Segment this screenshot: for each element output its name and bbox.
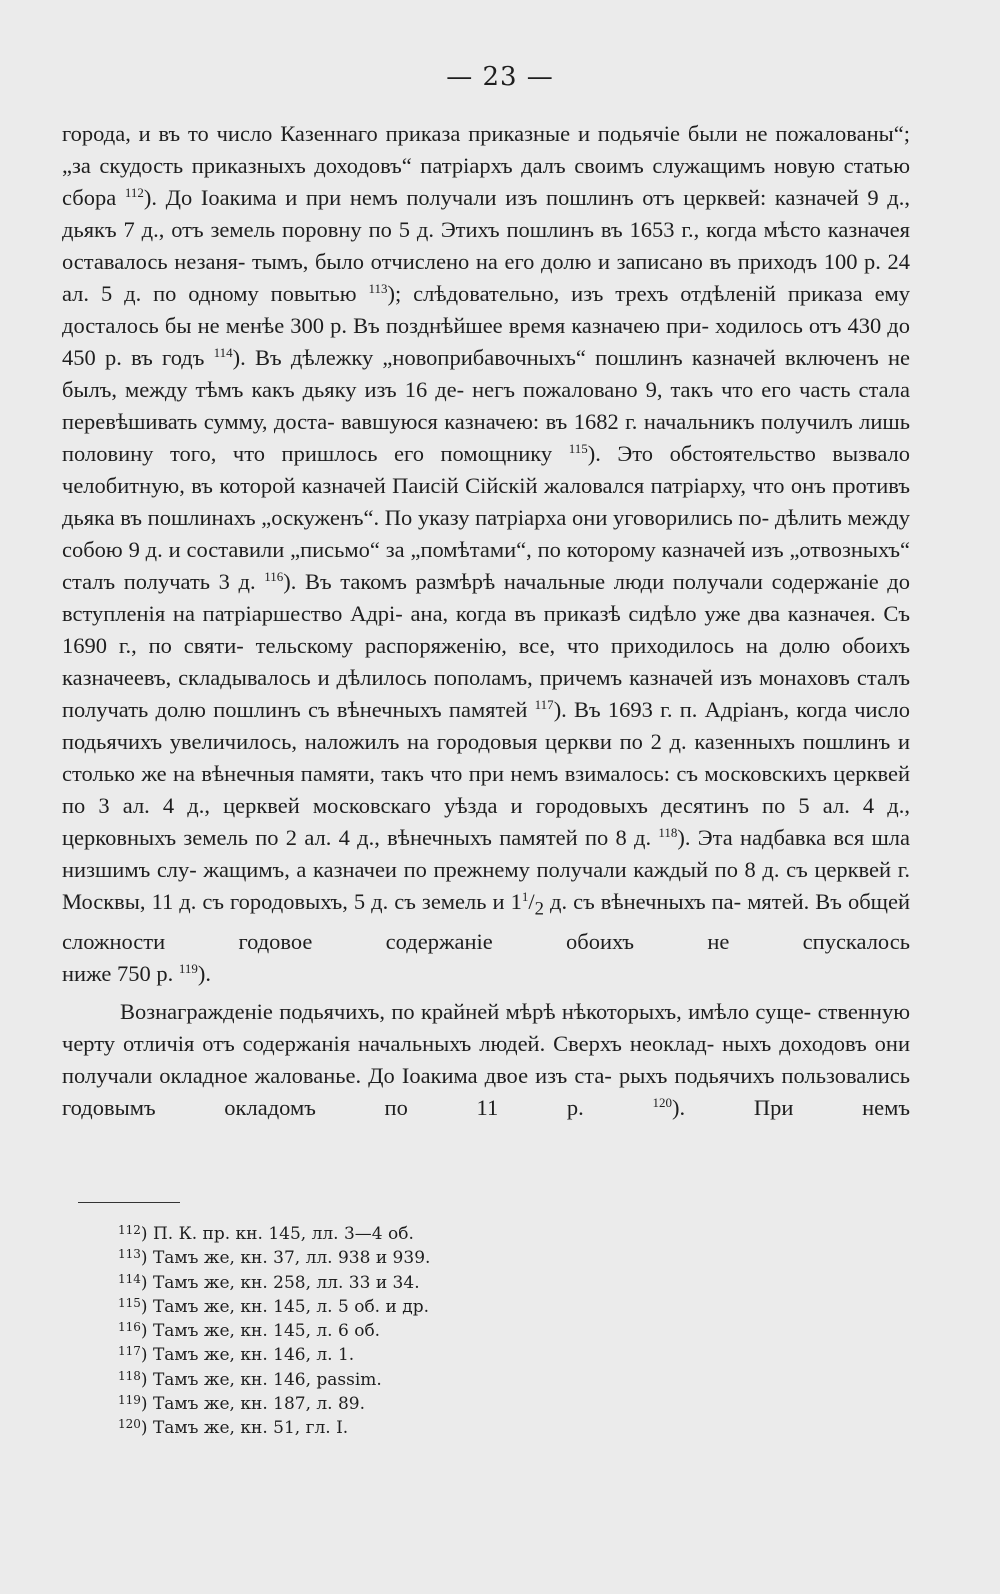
footnote: $^{112}$) П. К. пр. кн. 145, лл. 3—4 об. <box>118 1223 414 1244</box>
footnote: $^{114}$) Тамъ же, кн. 258, лл. 33 и 34. <box>118 1271 420 1293</box>
footnote-ref: 116 <box>264 569 284 584</box>
footnote-ref: 114 <box>213 345 233 360</box>
footnote: $^{115}$) Тамъ же, кн. 145, л. 5 об. и др. <box>118 1295 429 1317</box>
paragraph: города, и въ то число Казеннаго приказа приказные и подьячіе были не пожалованы“; „за скудость приказныхъ доходовъ“ патріархъ далъ своимъ служащимъ новую статью сбора $^{112}$). До Іоакима и при немъ получали изъ пошлинъ отъ церквей: казначей 9 д., дьякъ 7 д., отъ земель поровну по 5 д. Этихъ пошлинъ въ 1653 г., когда мѣсто казначея оставалось незаня- тымъ, было отчислено на его долю и записано въ приходъ 100 р. 24 ал. 5 д. по одному повытью $^{113}$); слѣдовательно, изъ трехъ отдѣленій приказа ему досталось бы не менѣе 300 р. Въ позднѣйшее время казначею при- ходилось отъ 430 до 450 р. въ годъ $^{114}$). Въ дѣлежку „новоприбавочныхъ“ пошлинъ казначей включенъ не былъ, между тѣмъ какъ дьяку изъ 16 де- негъ пожаловано 9, такъ что его часть стала перевѣшивать сумму, доста- вавшуюся казначею: въ 1682 г. начальникъ получилъ лишь половину того, что пришлось его помощнику $^{115}$). Это обстоятельство вызвало челобитную, въ которой казначей Паисій Сійскій жаловался патріарху, что онъ противъ дьяка въ пошлинахъ „оскуженъ“. По указу патріарха они уговорились по- дѣлить между собою 9 д. и составили „письмо“ за „помѣтами“, по которому казначей изъ „отвозныхъ“ сталъ получать 3 д. $^{116}$). Въ такомъ размѣрѣ начальные люди получали содержаніе до вступленія на патріаршество Адрі- ана, когда въ приказѣ сидѣло уже два казначея. Съ 1690 г., по святи- тельскому распоряженію, все, что приходилось на долю обоихъ казначеевъ, складывалось и дѣлилось пополамъ, причемъ казначей изъ монаховъ сталъ получать долю пошлинъ съ вѣнечныхъ памятей $^{117}$). Въ 1693 г. п. Адріанъ, когда число подьячихъ увеличилось, наложилъ на городовыя церкви по 2 д. казенныхъ пошлинъ и столько же на вѣнечныя памяти, такъ что при немъ взималось: съ московскихъ церквей по 3 ал. 4 д., церквей московскаго уѣзда и городовыхъ десятинъ по 5 ал. 4 д., церковныхъ земель по 2 ал. 4 д., вѣнечныхъ памятей по 8 д. $^{118}$). Эта надбавка вся шла низшимъ слу- жащимъ, а казначеи по прежнему получали каждый по 8 д. съ церквей г. Москвы, 11 д. съ городовыхъ, 5 д. съ земель и $1^1/_2$ д. съ вѣнечныхъ па- мятей. Въ общей сложности годовое содержаніе обоихъ не спускалось <box>62 121 911 954</box>
footnote-ref: 120 <box>652 1094 673 1110</box>
main-text <box>62 118 910 1124</box>
paragraph: ниже 750 р. $^{119}$). <box>62 960 211 986</box>
footnote-ref: 119 <box>178 960 198 976</box>
footnote: $^{119}$) Тамъ же, кн. 187, л. 89. <box>118 1393 366 1415</box>
footnote: $^{118}$) Тамъ же, кн. 146, passim. <box>118 1368 382 1390</box>
footnotes <box>118 1222 430 1441</box>
footnote-ref: 113 <box>368 281 388 296</box>
footnote: $^{116}$) Тамъ же, кн. 145, л. 6 об. <box>118 1320 381 1342</box>
footnote-ref: 118 <box>658 825 678 840</box>
footnote: $^{117}$) Тамъ же, кн. 146, л. 1. <box>118 1344 355 1366</box>
footnote-ref: 117 <box>534 697 554 712</box>
footnote-ref: 115 <box>568 441 588 456</box>
page-number: — 23 — <box>446 62 554 92</box>
footnote: $^{113}$) Тамъ же, кн. 37, лл. 938 и 939. <box>118 1247 431 1269</box>
footnote-ref: 112 <box>124 185 144 200</box>
footnote-separator <box>78 1202 180 1203</box>
footnote: $^{120}$) Тамъ же, кн. 51, гл. I. <box>118 1417 349 1439</box>
paragraph: Вознагражденіе подьячихъ, по крайней мѣрѣ нѣкоторыхъ, имѣло суще- ственную черту отличія отъ содержанія начальныхъ людей. Сверхъ неоклад- ныхъ доходовъ они получали окладное жалованье. До Іоакима двое изъ ста- рыхъ подьячихъ пользовались годовымъ окладомъ по 11 р. $^{120}$). При немъ <box>62 998 911 1120</box>
